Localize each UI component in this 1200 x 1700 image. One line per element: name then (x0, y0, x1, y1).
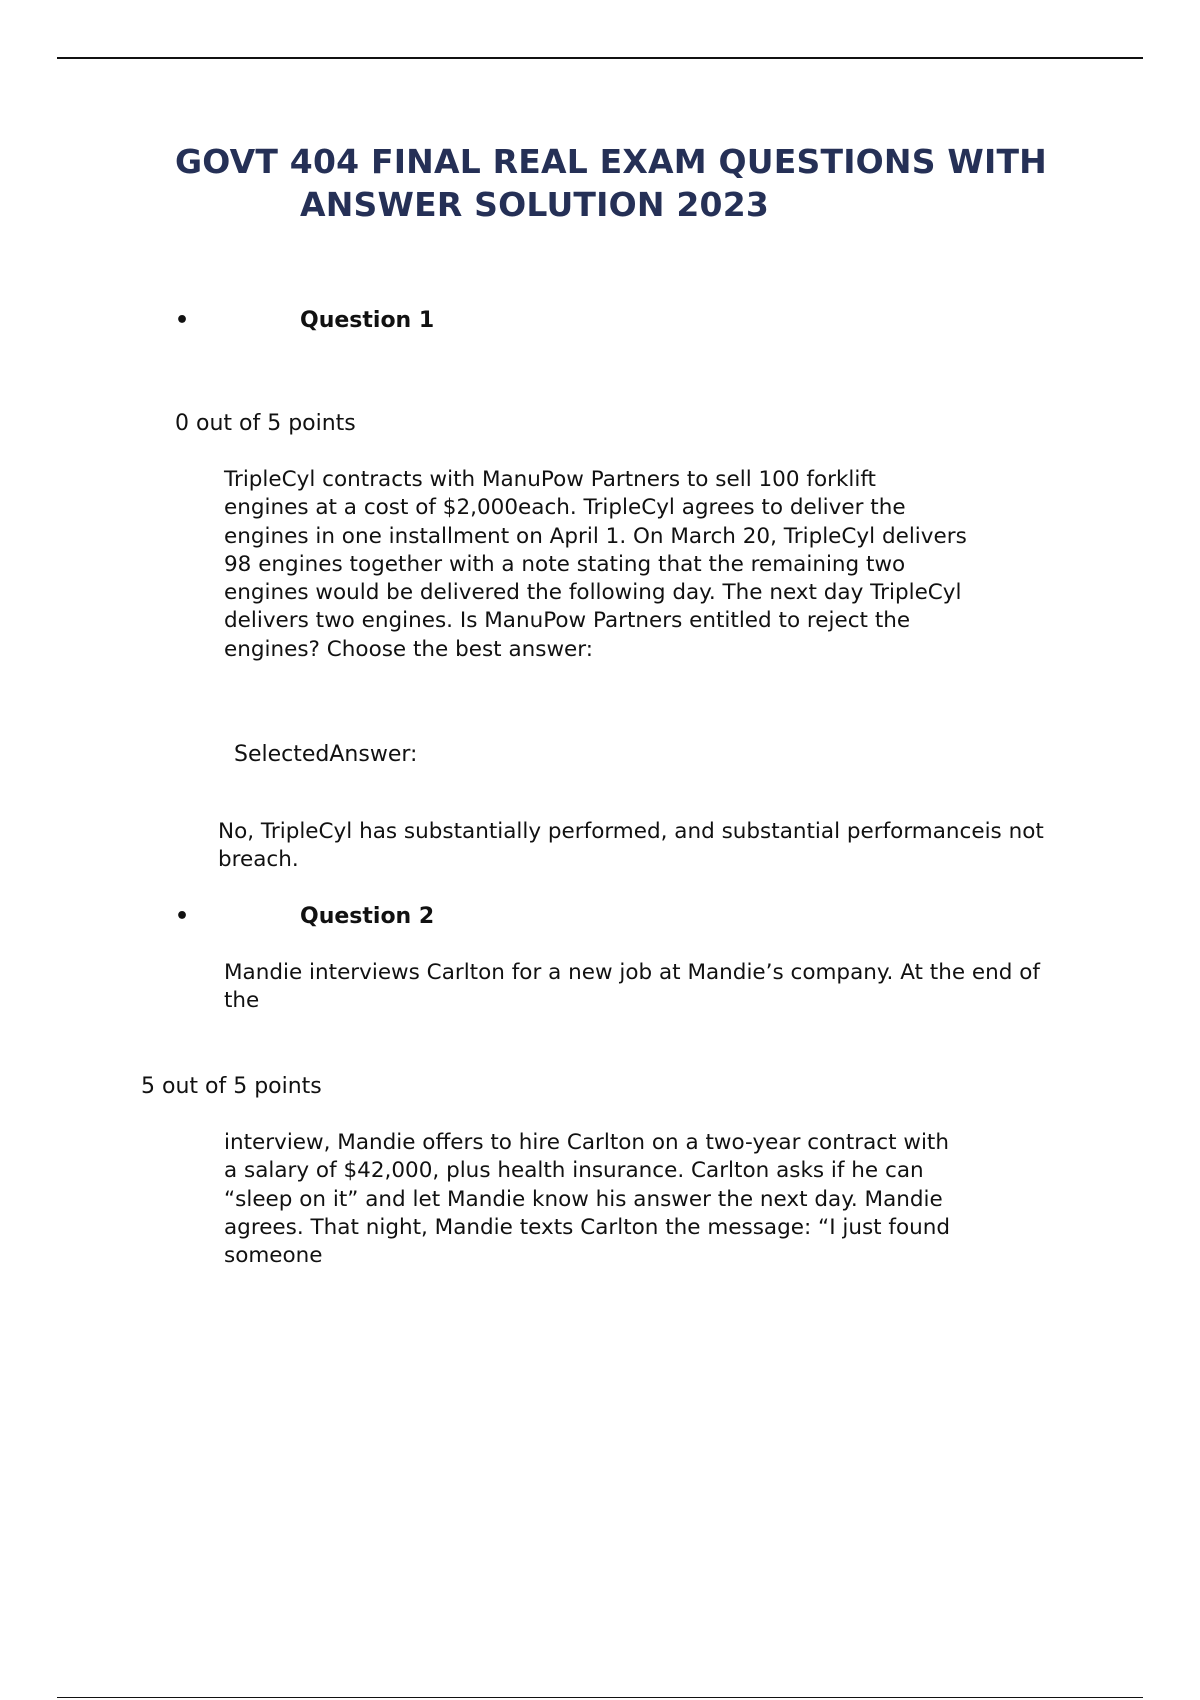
bottom-rule (57, 1697, 1143, 1698)
selected-answer-text: No, TripleCyl has substantially performed, and substantial performanceis not breach. (218, 819, 1044, 873)
question-1-points: 0 out of 5 points (175, 411, 356, 436)
document-title (175, 140, 1075, 226)
question-2-text-part1: Mandie interviews Carlton for a new job at Mandie’s company. At the end of the (224, 960, 1040, 1014)
question-1-text: TripleCyl contracts with ManuPow Partners to sell 100 forklift engines at a cost of $2,000each. TripleCyl agrees to deliver the engines in one installment on April 1. On March 20, TripleCyl delivers 98 engines together with a note stating that the remaining two engines would be delivered the following day. The next day TripleCyl delivers two engines. Is ManuPow Partners entitled to reject the engines? Choose the best answer: (224, 467, 967, 662)
question-2-label: Question 2 (300, 904, 435, 929)
question-2-points: 5 out of 5 points (141, 1074, 322, 1099)
title-line-1: GOVT 404 FINAL REAL EXAM QUESTIONS WITH (175, 142, 1048, 181)
top-rule (57, 57, 1143, 59)
selected-answer-label: SelectedAnswer: (234, 742, 418, 767)
title-line-2: ANSWER SOLUTION 2023 (300, 185, 770, 224)
question-1-label: Question 1 (300, 308, 435, 333)
bullet-icon: • (175, 308, 190, 333)
question-2-heading (175, 903, 775, 931)
bullet-icon: • (175, 904, 190, 929)
question-2-text-part2: interview, Mandie offers to hire Carlton on a two-year contract with a salary of $42,000, plus health insurance. Carlton asks if he can “sleep on it” and let Mandie know his answer the next day. Mandie agrees. That night, Mandie texts Carlton the message: “I just found someone (224, 1130, 951, 1269)
question-1-heading (175, 307, 775, 335)
